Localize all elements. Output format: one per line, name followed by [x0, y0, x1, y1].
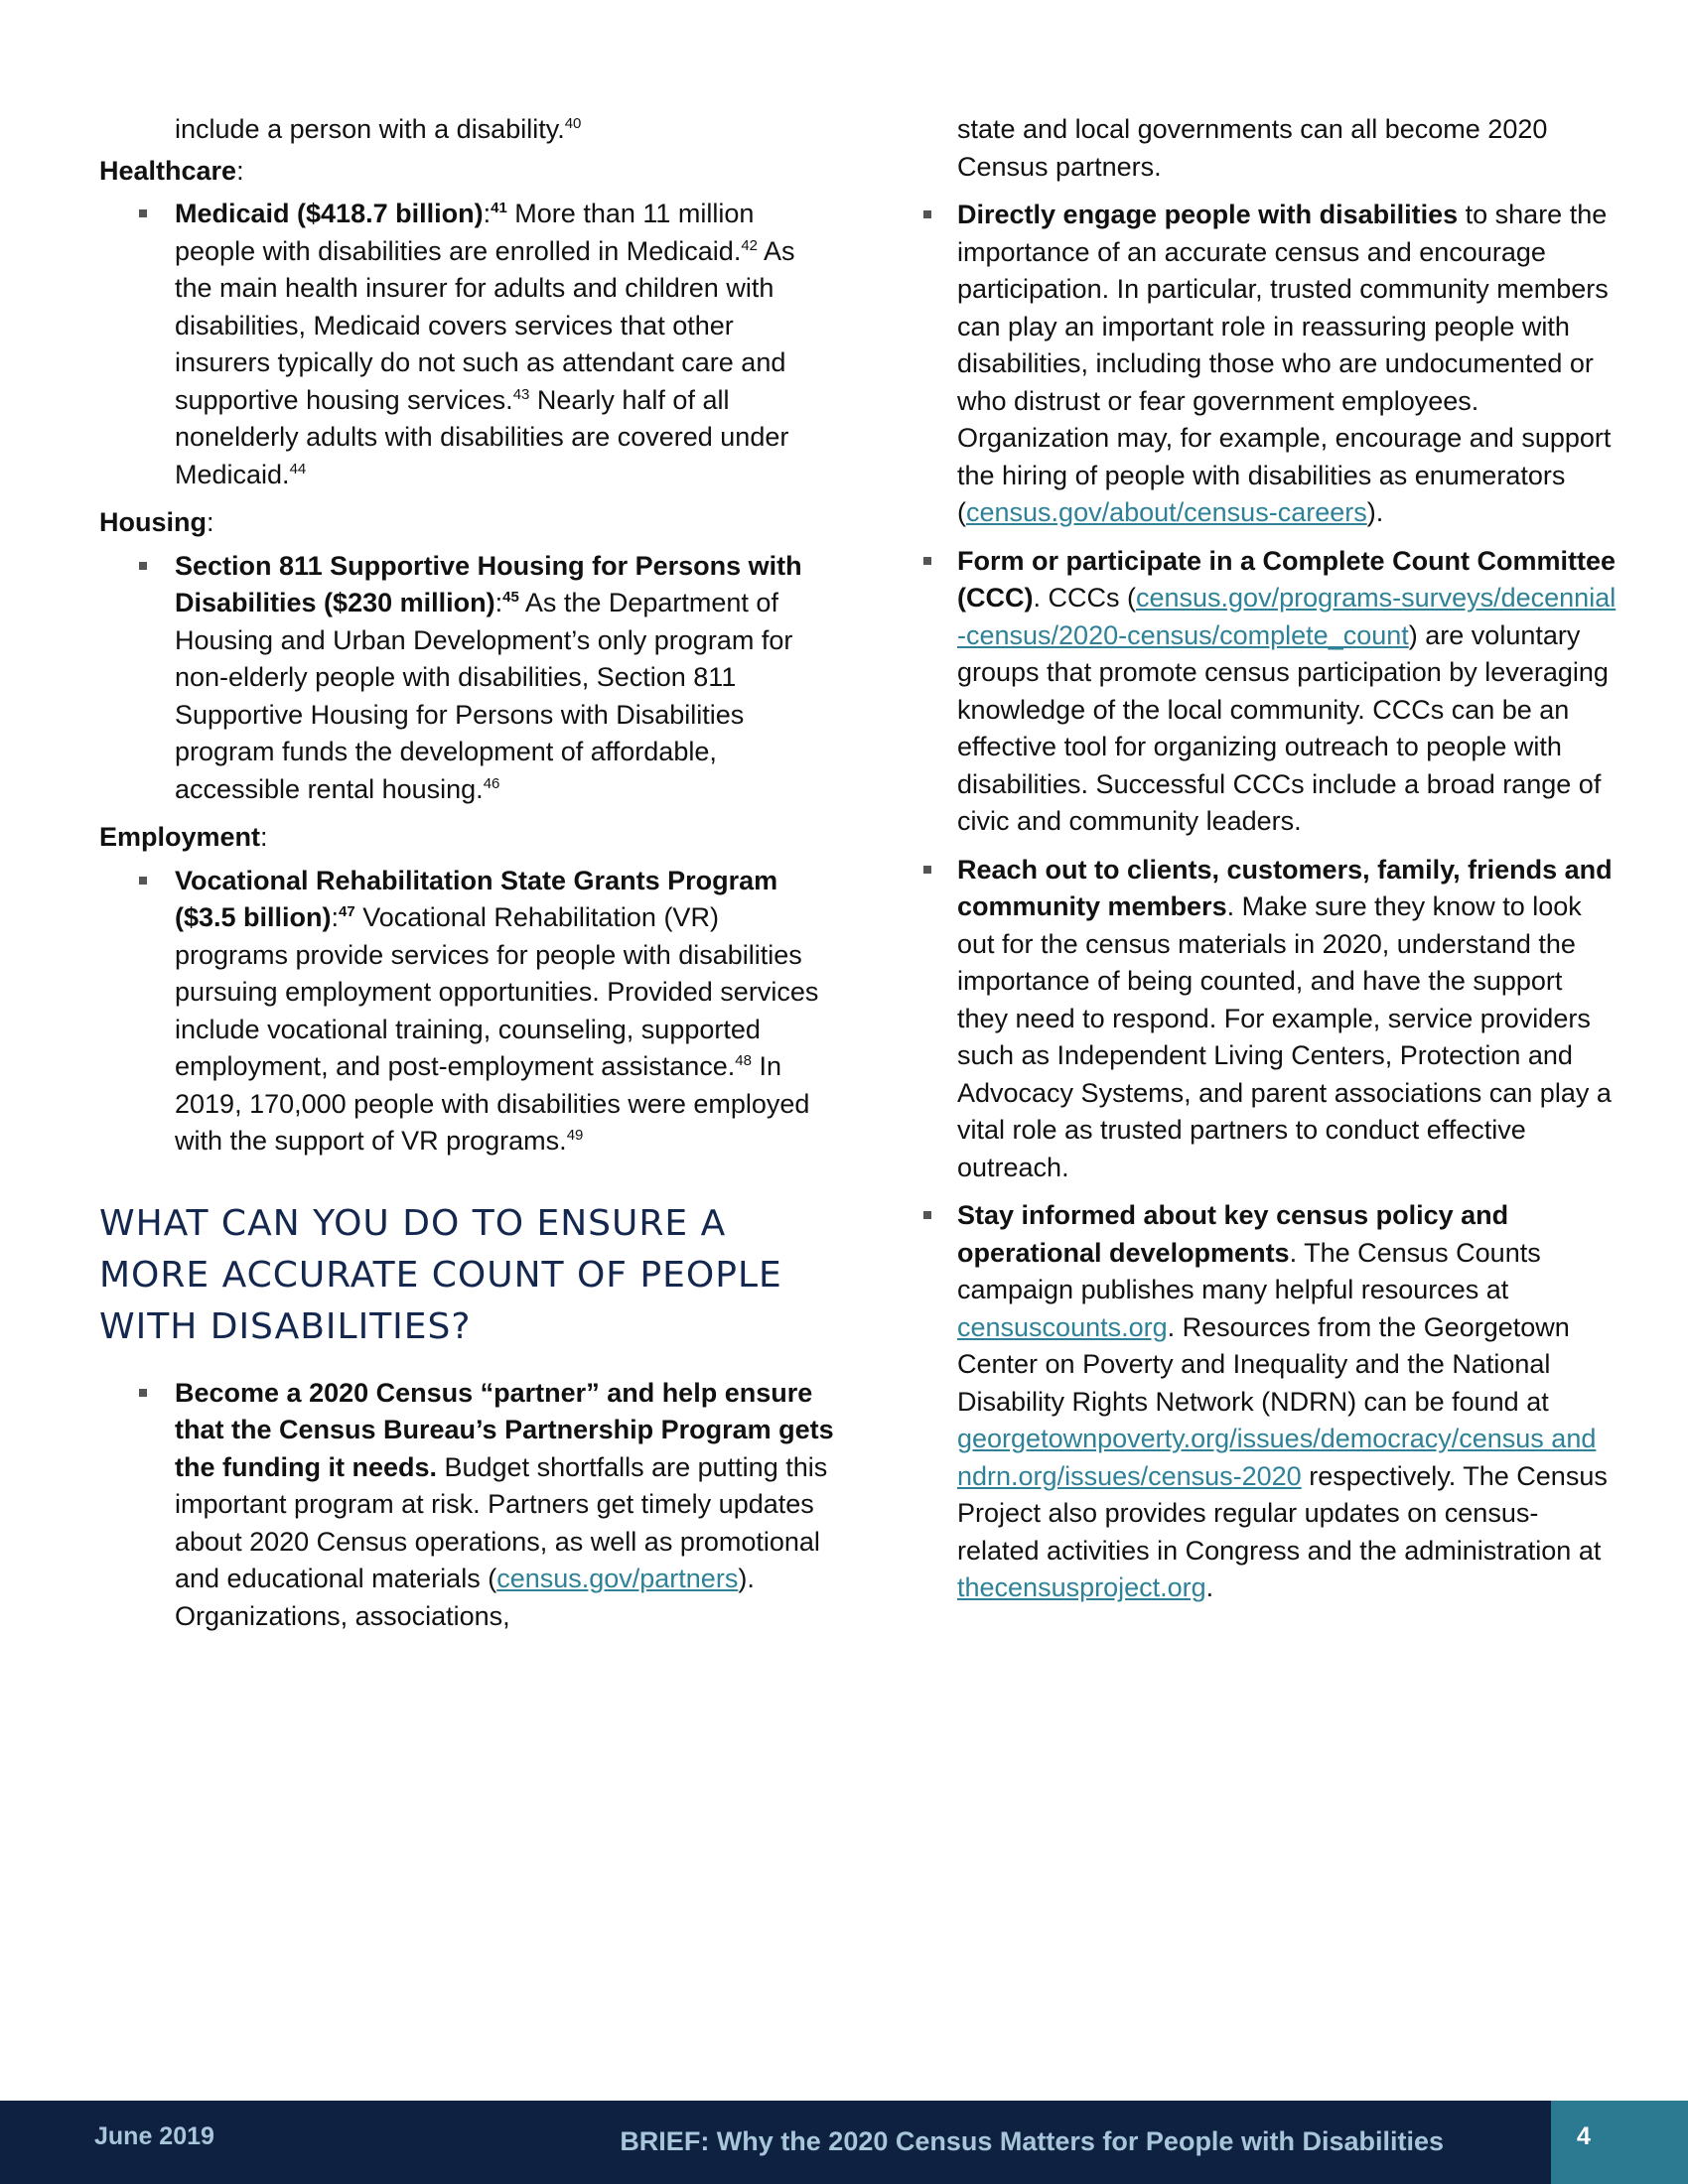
censuscounts-link[interactable]: censuscounts.org — [957, 1311, 1168, 1342]
employment-bullet: Vocational Rehabilitation State Grants Program ($3.5 billion):$^{47}$ Vocational Rehabilitation (VR) programs provide services for people with disabilities pursuing employment opportunities. Provided services include vocational training, counseling, supported employment, and post-employment assistance.$^{48}$ In 2019, 170,000 people with disabilities were employed with the support of VR programs.$^{49}$ — [99, 863, 834, 1160]
ccc-bullet: Form or participate in a Complete Count Committee (CCC). CCCs (census.gov/programs-surveys/decennial-census/2020-census/complete_count) are voluntary groups that promote census participation by leveraging knowledge of the local community. CCCs can be an effective tool for organizing outreach to people with disabilities. Successful CCCs include a broad range of civic and community leaders. — [923, 543, 1618, 841]
footnote-ref[interactable]: 43 — [512, 385, 530, 403]
intro-line: include a person with a disability.$^{40}$ — [175, 114, 582, 144]
footnote-ref[interactable]: 49 — [566, 1127, 584, 1144]
bullet-square-icon — [923, 557, 931, 565]
left-column — [99, 111, 834, 1646]
partner-bullet: Become a 2020 Census “partner” and help ensure that the Census Bureau’s Partnership Program gets the funding it needs. Budget shortfalls are putting this important program at risk. Partners get timely updates about 2020 Census operations, as well as promotional and educational materials (census.gov/partners). Organizations, associations, — [99, 1375, 834, 1636]
footnote-ref[interactable]: 45 — [502, 589, 519, 606]
bullet-square-icon — [923, 866, 931, 874]
footnote-ref[interactable]: 48 — [735, 1052, 752, 1069]
footnote-ref[interactable]: 42 — [741, 236, 759, 254]
footnote-ref[interactable]: 46 — [483, 774, 500, 792]
footnote-ref[interactable]: 40 — [564, 115, 582, 132]
census-careers-link[interactable]: census.gov/about/census-careers — [966, 497, 1367, 527]
census-partners-link[interactable]: census.gov/partners — [496, 1564, 739, 1593]
stay-informed-bullet: Stay informed about key census policy and operational developments. The Census Counts campaign publishes many helpful resources at censuscounts.org. Resources from the Georgetown Center on Poverty and Inequality and the National Disability Rights Network (NDRN) can be found at georgetownpoverty.org/issues/democracy/census and ndrn.org/issues/census-2020 respectively. The Census Project also provides regular updates on census-related activities in Congress and the administration at thecensusproject.org. — [923, 1197, 1618, 1607]
employment-heading: Employment: — [99, 822, 268, 852]
georgetown-ndrn-link[interactable]: georgetownpoverty.org/issues/democracy/census and ndrn.org/issues/census-2020 — [957, 1424, 1597, 1491]
medicaid-bullet: Medicaid ($418.7 billion):$^{41}$ More than 11 million people with disabilities are enrolled in Medicaid.$^{42}$ As the main health insurer for adults and children with disabilities, Medicaid covers services that other insurers typically do not such as attendant care and supportive housing services.$^{43}$ Nearly half of all nonelderly adults with disabilities are covered under Medicaid.$^{44}$ — [99, 196, 834, 493]
housing-bullet: Section 811 Supportive Housing for Persons with Disabilities ($230 million):$^{45}$ As the Department of Housing and Urban Development’s only program for non-elderly people with disabilities, Section 811 Supportive Housing for Persons with Disabilities program funds the development of affordable, accessible rental housing.$^{46}$ — [99, 548, 834, 809]
reach-out-bullet: Reach out to clients, customers, family, friends and community members. Make sure they know to look out for the census materials in 2020, understand the importance of being counted, and have the support they need to respond. For example, service providers such as Independent Living Centers, Protection and Advocacy Systems, and parent associations can play a vital role as trusted partners to conduct effective outreach. — [923, 852, 1618, 1187]
footnote-ref[interactable]: 47 — [339, 903, 355, 920]
bullet-square-icon — [139, 562, 147, 570]
complete-count-link[interactable]: census.gov/programs-surveys/decennial-census/2020-census/complete_count — [957, 583, 1617, 650]
continued-text: state and local governments can all become 2020 Census partners. — [957, 114, 1548, 182]
bullet-square-icon — [139, 209, 147, 217]
section-title: WHAT CAN YOU DO TO ENSURE A MORE ACCURATE COUNT OF PEOPLE WITH DISABILITIES? — [99, 1202, 782, 1347]
footnote-ref[interactable]: 44 — [289, 460, 307, 478]
healthcare-heading: Healthcare: — [99, 155, 244, 186]
bullet-square-icon — [923, 210, 931, 218]
right-column — [923, 111, 1618, 1618]
footer-date: June 2019 — [94, 2122, 214, 2150]
engage-bullet: Directly engage people with disabilities to share the importance of an accurate census and encourage participation. In particular, trusted community members can play an important role in reassuring people with disabilities, including those who are undocumented or who distrust or fear government employees. Organization may, for example, encourage and support the hiring of people with disabilities as enumerators (census.gov/about/census-careers). — [923, 197, 1618, 532]
bullet-square-icon — [139, 877, 147, 885]
footer-title: BRIEF: Why the 2020 Census Matters for People with Disabilities — [620, 2126, 1444, 2156]
page-footer — [0, 2101, 1688, 2184]
bullet-square-icon — [139, 1389, 147, 1397]
bullet-square-icon — [923, 1211, 931, 1219]
housing-heading: Housing: — [99, 507, 214, 537]
censusproject-link[interactable]: thecensusproject.org — [957, 1572, 1206, 1602]
footnote-ref[interactable]: 41 — [491, 200, 507, 216]
page-number-box — [1551, 2101, 1688, 2184]
page-number: 4 — [1577, 2122, 1591, 2150]
